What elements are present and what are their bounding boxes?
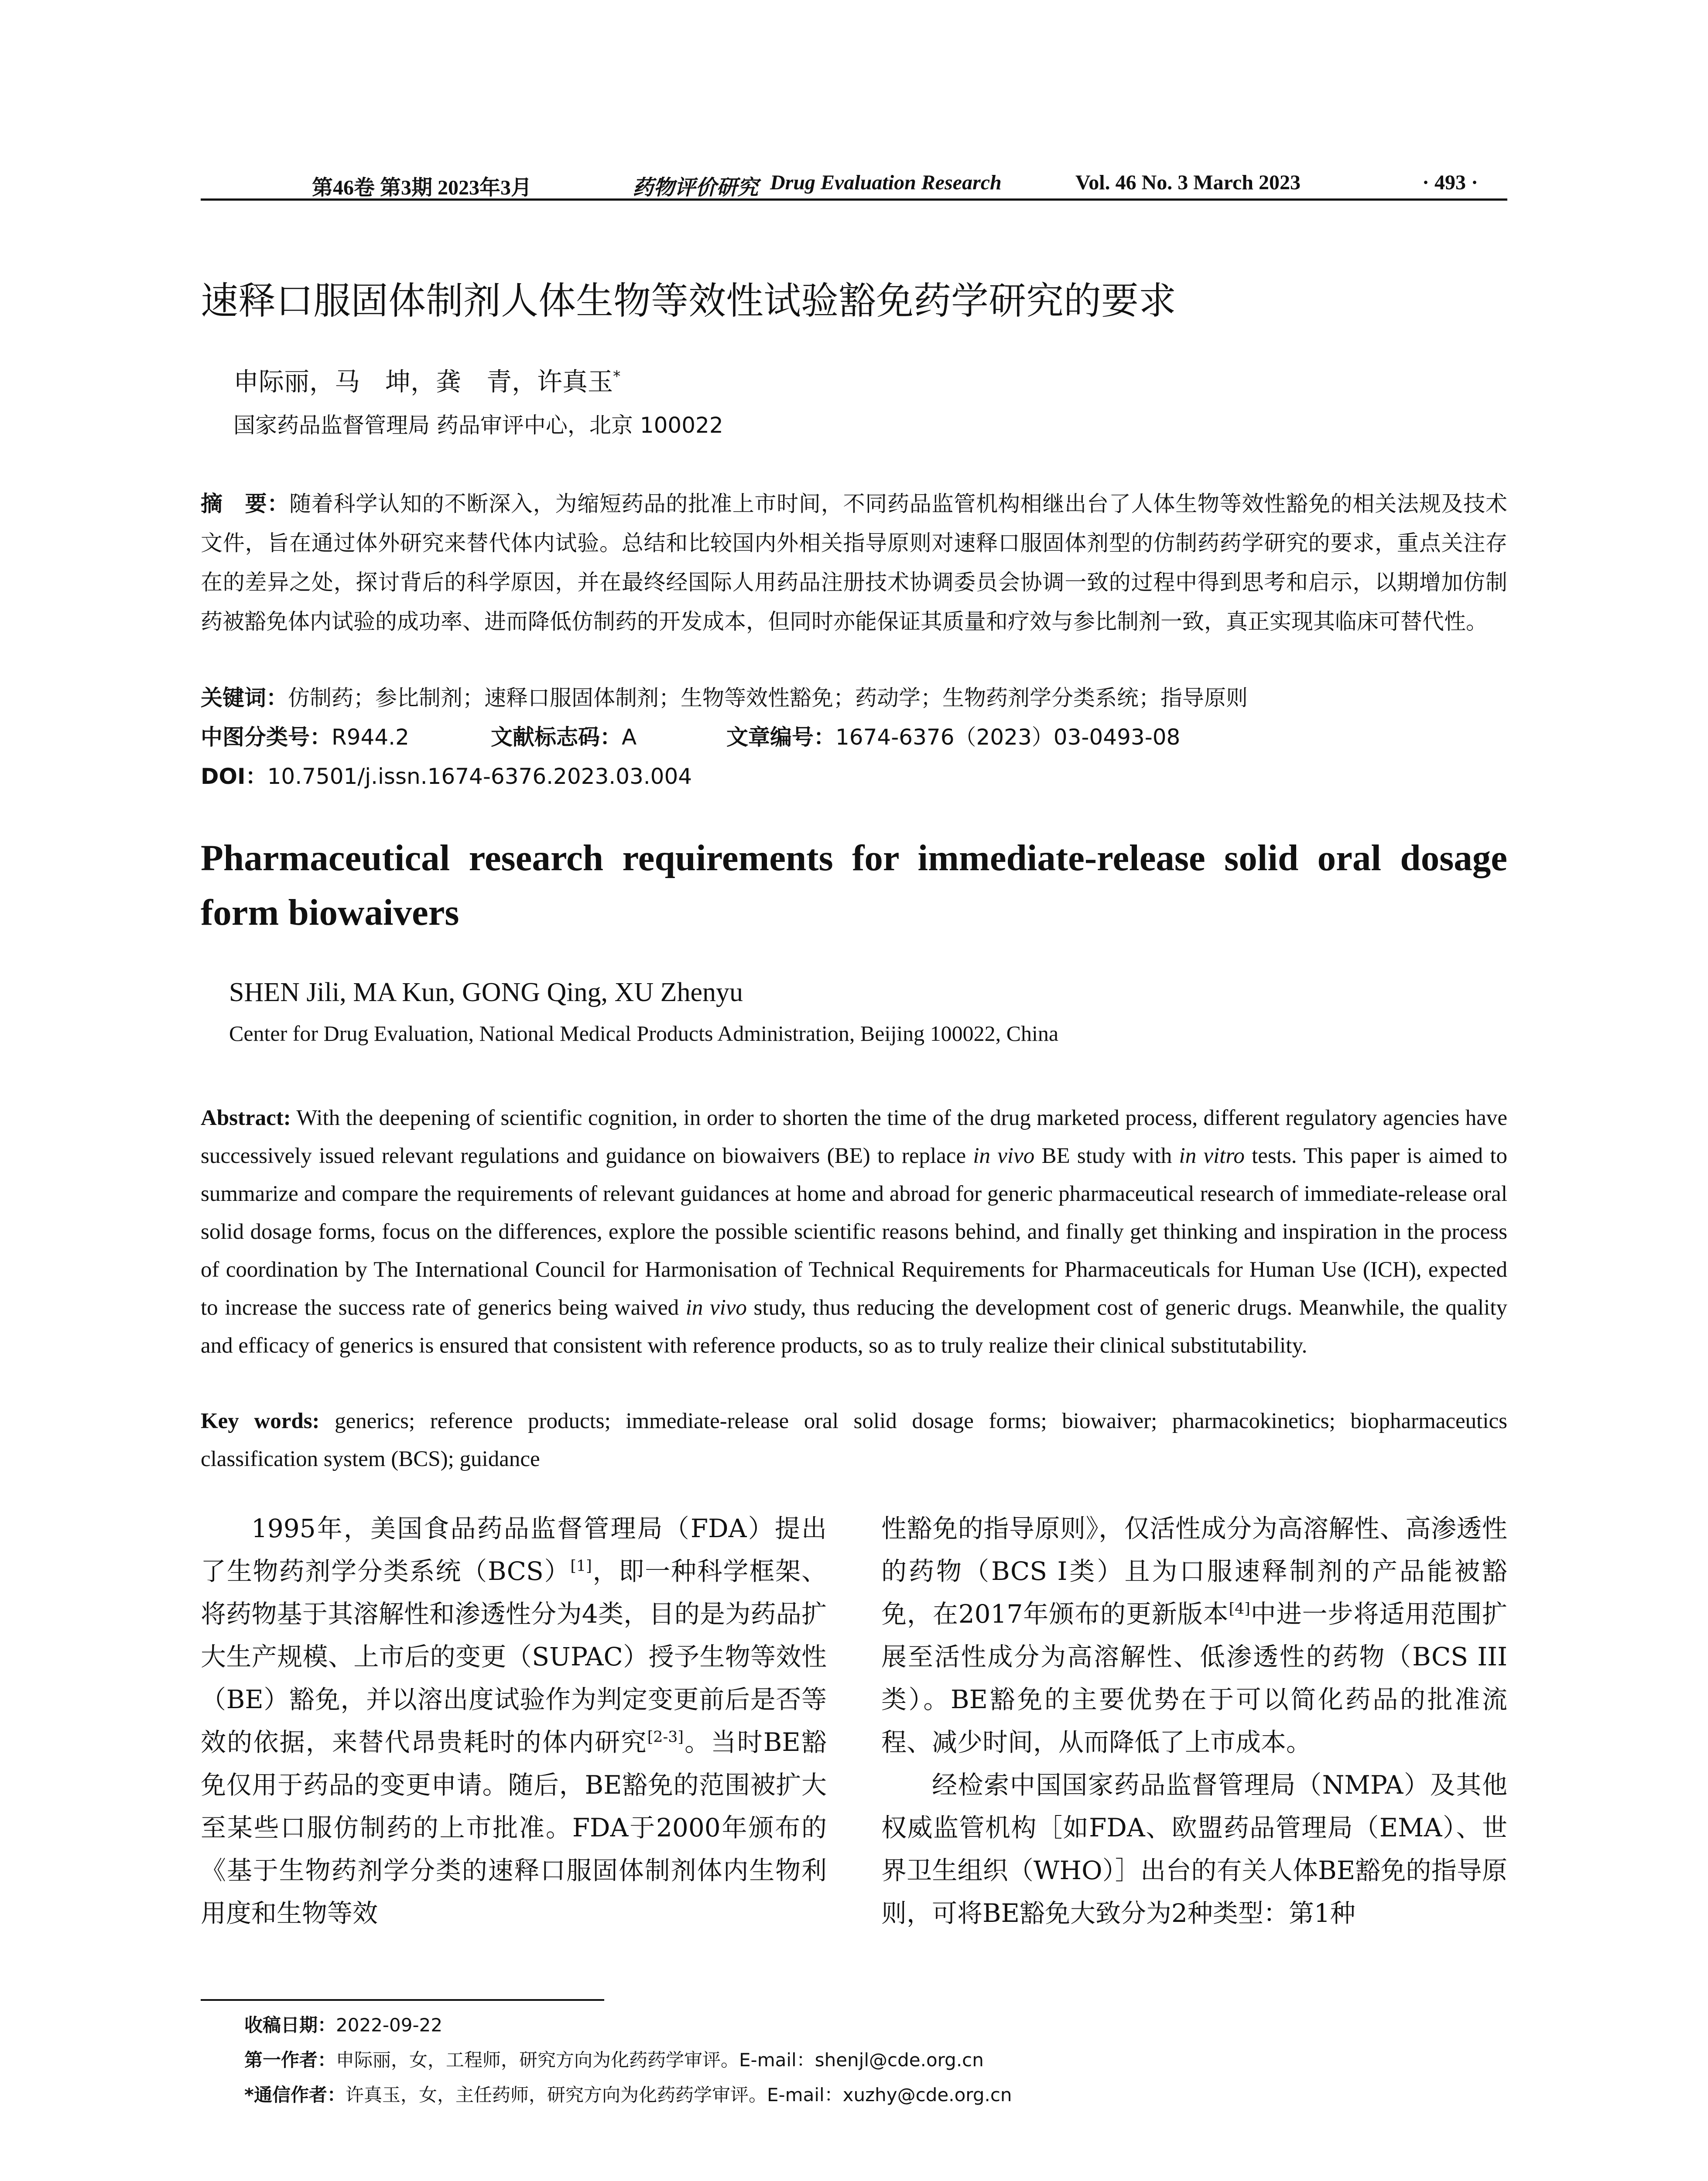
body-left-text-1: 1995年，美国食品药品监督管理局（FDA）提出了生物药剂学分类系统（BCS） xyxy=(201,1514,827,1586)
doi-label: DOI： xyxy=(201,764,267,789)
affiliation-cn: 国家药品监督管理局 药品审评中心，北京 100022 xyxy=(233,413,723,438)
keywords-en xyxy=(201,1402,1507,1478)
abstract-cn xyxy=(201,484,1507,641)
doi-value: 10.7501/j.issn.1674-6376.2023.03.004 xyxy=(267,764,692,789)
body-right-text-2: 中进一步将适用范围扩展至活性成分为高溶解性、低渗透性的药物（BCS III类）。BE豁免的主要优势在于可以简化药品的批准流程、减少时间，从而降低了上市成本。 xyxy=(881,1599,1507,1757)
body-right-column xyxy=(881,1507,1507,1935)
authors-cn-names: 申际丽，马 坤，龚 青，许真玉 xyxy=(233,367,613,397)
article-no-label: 文章编号： xyxy=(726,725,835,750)
footnote-first-author xyxy=(244,2046,984,2072)
received-value: 2022-09-22 xyxy=(336,2014,443,2036)
title-cn: 速释口服固体制剂人体生物等效性试验豁免药学研究的要求 xyxy=(201,279,1176,323)
citation-4[interactable]: [4] xyxy=(1229,1600,1250,1618)
authors-cn xyxy=(233,361,620,398)
clc-value: R944.2 xyxy=(332,725,409,750)
received-label: 收稿日期： xyxy=(244,2014,336,2036)
affiliation-en: Center for Drug Evaluation, National Medical Products Administration, Beijing 100022, China xyxy=(229,1021,1059,1046)
volume-info: Vol. 46 No. 3 March 2023 xyxy=(1075,171,1301,194)
authors-en: SHEN Jili, MA Kun, GONG Qing, XU Zhenyu xyxy=(229,978,743,1007)
journal-name-cn: 药物评价研究 xyxy=(633,175,759,200)
keywords-en-label: Key words: xyxy=(201,1409,320,1433)
clc-label: 中图分类号： xyxy=(201,725,332,750)
keywords-en-text: generics; reference products; immediate-release oral solid dosage forms; biowaiver; pharmacokinetics; biopharmaceutics classification system (BCS); guidance xyxy=(201,1409,1508,1471)
abstract-en-italic-2: in vitro xyxy=(1179,1144,1245,1168)
corresponding-author-label: *通信作者： xyxy=(244,2084,346,2106)
abstract-en-italic-3: in vivo xyxy=(685,1296,747,1320)
classification-line xyxy=(201,720,1507,750)
footnote-corresponding-author xyxy=(244,2081,1012,2107)
journal-name-en: Drug Evaluation Research xyxy=(770,171,1002,194)
abstract-cn-text: 随着科学认知的不断深入，为缩短药品的批准上市时间，不同药品监管机构相继出台了人体生物等效性豁免的相关法规及技术文件，旨在通过体外研究来替代体内试验。总结和比较国内外相关指导原则对速释口服固体剂型的仿制药药学研究的要求，重点关注存在的差异之处，探讨背后的科学原因，并在最终经国际人用药品注册技术协调委员会协调一致的过程中得到思考和启示，以期增加仿制药被豁免体内试验的成功率、进而降低仿制药的开发成本，但同时亦能保证其质量和疗效与参比制剂一致，真正实现其临床可替代性。 xyxy=(201,491,1508,634)
body-left-text-2: ，即一种科学框架、将药物基于其溶解性和渗透性分为4类，目的是为药品扩大生产规模、上市后的变更（SUPAC）授予生物等效性（BE）豁免，并以溶出度试验作为判定变更前后是否等效的依据，来替代昂贵耗时的体内研究 xyxy=(201,1556,827,1757)
abstract-en-italic-1: in vivo xyxy=(973,1144,1035,1168)
keywords-cn-label: 关键词： xyxy=(201,685,288,711)
abstract-en-text-4: study, thus reducing the development cost of generic drugs. Meanwhile, the quality and efficacy of generics is ensured that consistent with reference products, so as to truly realize their clinical substitutability. xyxy=(201,1296,1507,1358)
corresponding-mark: * xyxy=(613,368,621,386)
issue-info: 第46卷 第3期 2023年3月 xyxy=(312,176,532,199)
running-header xyxy=(201,168,1507,201)
abstract-en-text-3: tests. This paper is aimed to summarize and compare the requirements of relevant guidances at home and abroad for generic pharmaceutical research of immediate-release oral solid dosage forms, focus on the differences, explore the possible scientific reasons behind, and finally get thinking and inspiration in the process of coordination by The International Council for Harmonisation of Technical Requirements for Pharmaceuticals for Human Use (ICH), expected to increase the success rate of generics being waived xyxy=(201,1144,1508,1320)
page-number: · 493 · xyxy=(1422,171,1479,194)
footnote-divider xyxy=(201,1999,604,2001)
first-author-label: 第一作者： xyxy=(244,2049,336,2071)
citation-1[interactable]: [1] xyxy=(570,1557,592,1575)
article-no-value: 1674-6376（2023）03-0493-08 xyxy=(835,725,1181,750)
doc-code-value: A xyxy=(622,725,637,750)
abstract-en xyxy=(201,1099,1507,1365)
abstract-en-text-1: With the deepening of scientific cognition, in order to shorten the time of the drug marketed process, different regulatory agencies have successively issued relevant regulations and guidance on biowaivers (BE) to replace xyxy=(201,1106,1507,1168)
body-left-column xyxy=(201,1507,827,1935)
body-right-paragraph-2: 经检索中国国家药品监督管理局（NMPA）及其他权威监管机构［如FDA、欧盟药品管理局（EMA）、世界卫生组织（WHO）］出台的有关人体BE豁免的指导原则，可将BE豁免大致分为2种类型：第1种 xyxy=(881,1770,1507,1928)
body-right-paragraph-1 xyxy=(881,1507,1507,1764)
citation-2-3[interactable]: [2-3] xyxy=(647,1728,684,1746)
abstract-en-label: Abstract: xyxy=(201,1106,291,1130)
abstract-en-text-2: BE study with xyxy=(1041,1144,1172,1168)
abstract-cn-label: 摘 要： xyxy=(201,491,290,516)
body-left-text-3: 。当时BE豁免仅用于药品的变更申请。随后，BE豁免的范围被扩大至某些口服仿制药的上市批准。FDA于2000年颁布的《基于生物药剂学分类的速释口服固体制剂体内生物利用度和生物等效 xyxy=(201,1727,827,1928)
doc-code-label: 文献标志码： xyxy=(491,725,622,750)
title-en: Pharmaceutical research requirements for immediate-release solid oral dosage form biowaivers xyxy=(201,838,1507,933)
first-author-value: 申际丽，女，工程师，研究方向为化药药学审评。E-mail：shenjl@cde.org.cn xyxy=(336,2049,984,2071)
body-right-text-1: 性豁免的指导原则》，仅活性成分为高溶解性、高渗透性的药物（BCS I类）且为口服速释制剂的产品能被豁免，在2017年颁布的更新版本 xyxy=(881,1514,1507,1629)
corresponding-author-value: 许真玉，女，主任药师，研究方向为化药药学审评。E-mail：xuzhy@cde.org.cn xyxy=(345,2084,1012,2106)
keywords-cn-text: 仿制药；参比制剂；速释口服固体制剂；生物等效性豁免；药动学；生物药剂学分类系统；指导原则 xyxy=(288,685,1248,711)
footnote-received xyxy=(244,2011,442,2037)
